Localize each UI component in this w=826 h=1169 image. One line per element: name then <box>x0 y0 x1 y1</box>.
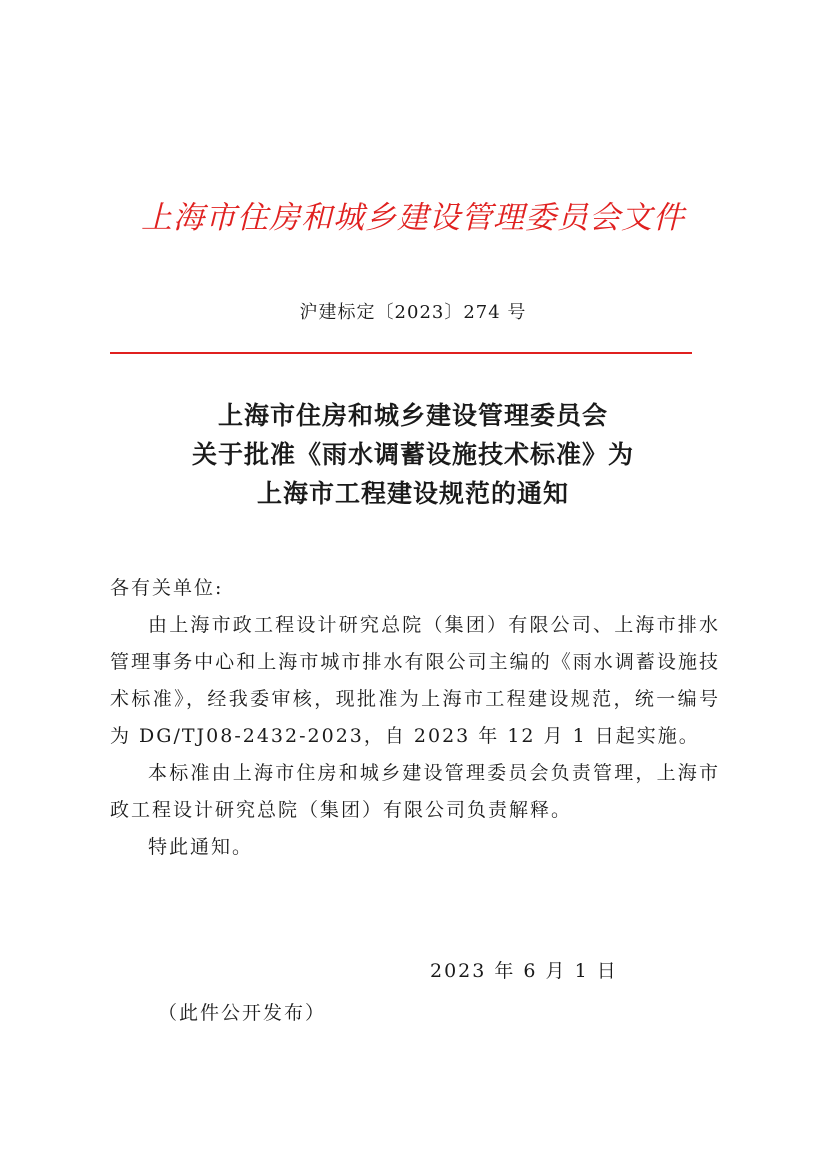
red-divider-line <box>110 352 692 354</box>
body-paragraph-closing: 特此通知。 <box>148 836 254 858</box>
title-line-3: 上海市工程建设规范的通知 <box>256 479 569 508</box>
body-paragraph-responsibility: 本标准由上海市住房和城乡建设管理委员会负责管理，上海市政工程设计研究总院（集团）有限公司负责解释。 <box>110 762 720 821</box>
issuer-header: 上海市住房和城乡建设管理委员会文件 <box>141 200 685 236</box>
body-paragraph-approval: 由上海市政工程设计研究总院（集团）有限公司、上海市排水管理事务中心和上海市城市排水有限公司主编的《雨水调蓄设施技术标准》，经我委审核，现批准为上海市工程建设规范，统一编号为 DG/TJ08-2432-2023，自 2023 年 12 月 1 日起实施。 <box>110 614 720 747</box>
title-line-2: 关于批准《雨水调蓄设施技术标准》为 <box>191 440 634 469</box>
publication-note: （此件公开发布） <box>158 1002 327 1024</box>
notice-body <box>110 570 720 866</box>
document-number: 沪建标定〔2023〕274 号 <box>299 302 527 323</box>
issue-date: 2023 年 6 月 1 日 <box>430 960 618 982</box>
title-line-1: 上海市住房和城乡建设管理委员会 <box>217 401 608 430</box>
salutation: 各有关单位: <box>110 577 224 599</box>
notice-title <box>0 396 826 513</box>
